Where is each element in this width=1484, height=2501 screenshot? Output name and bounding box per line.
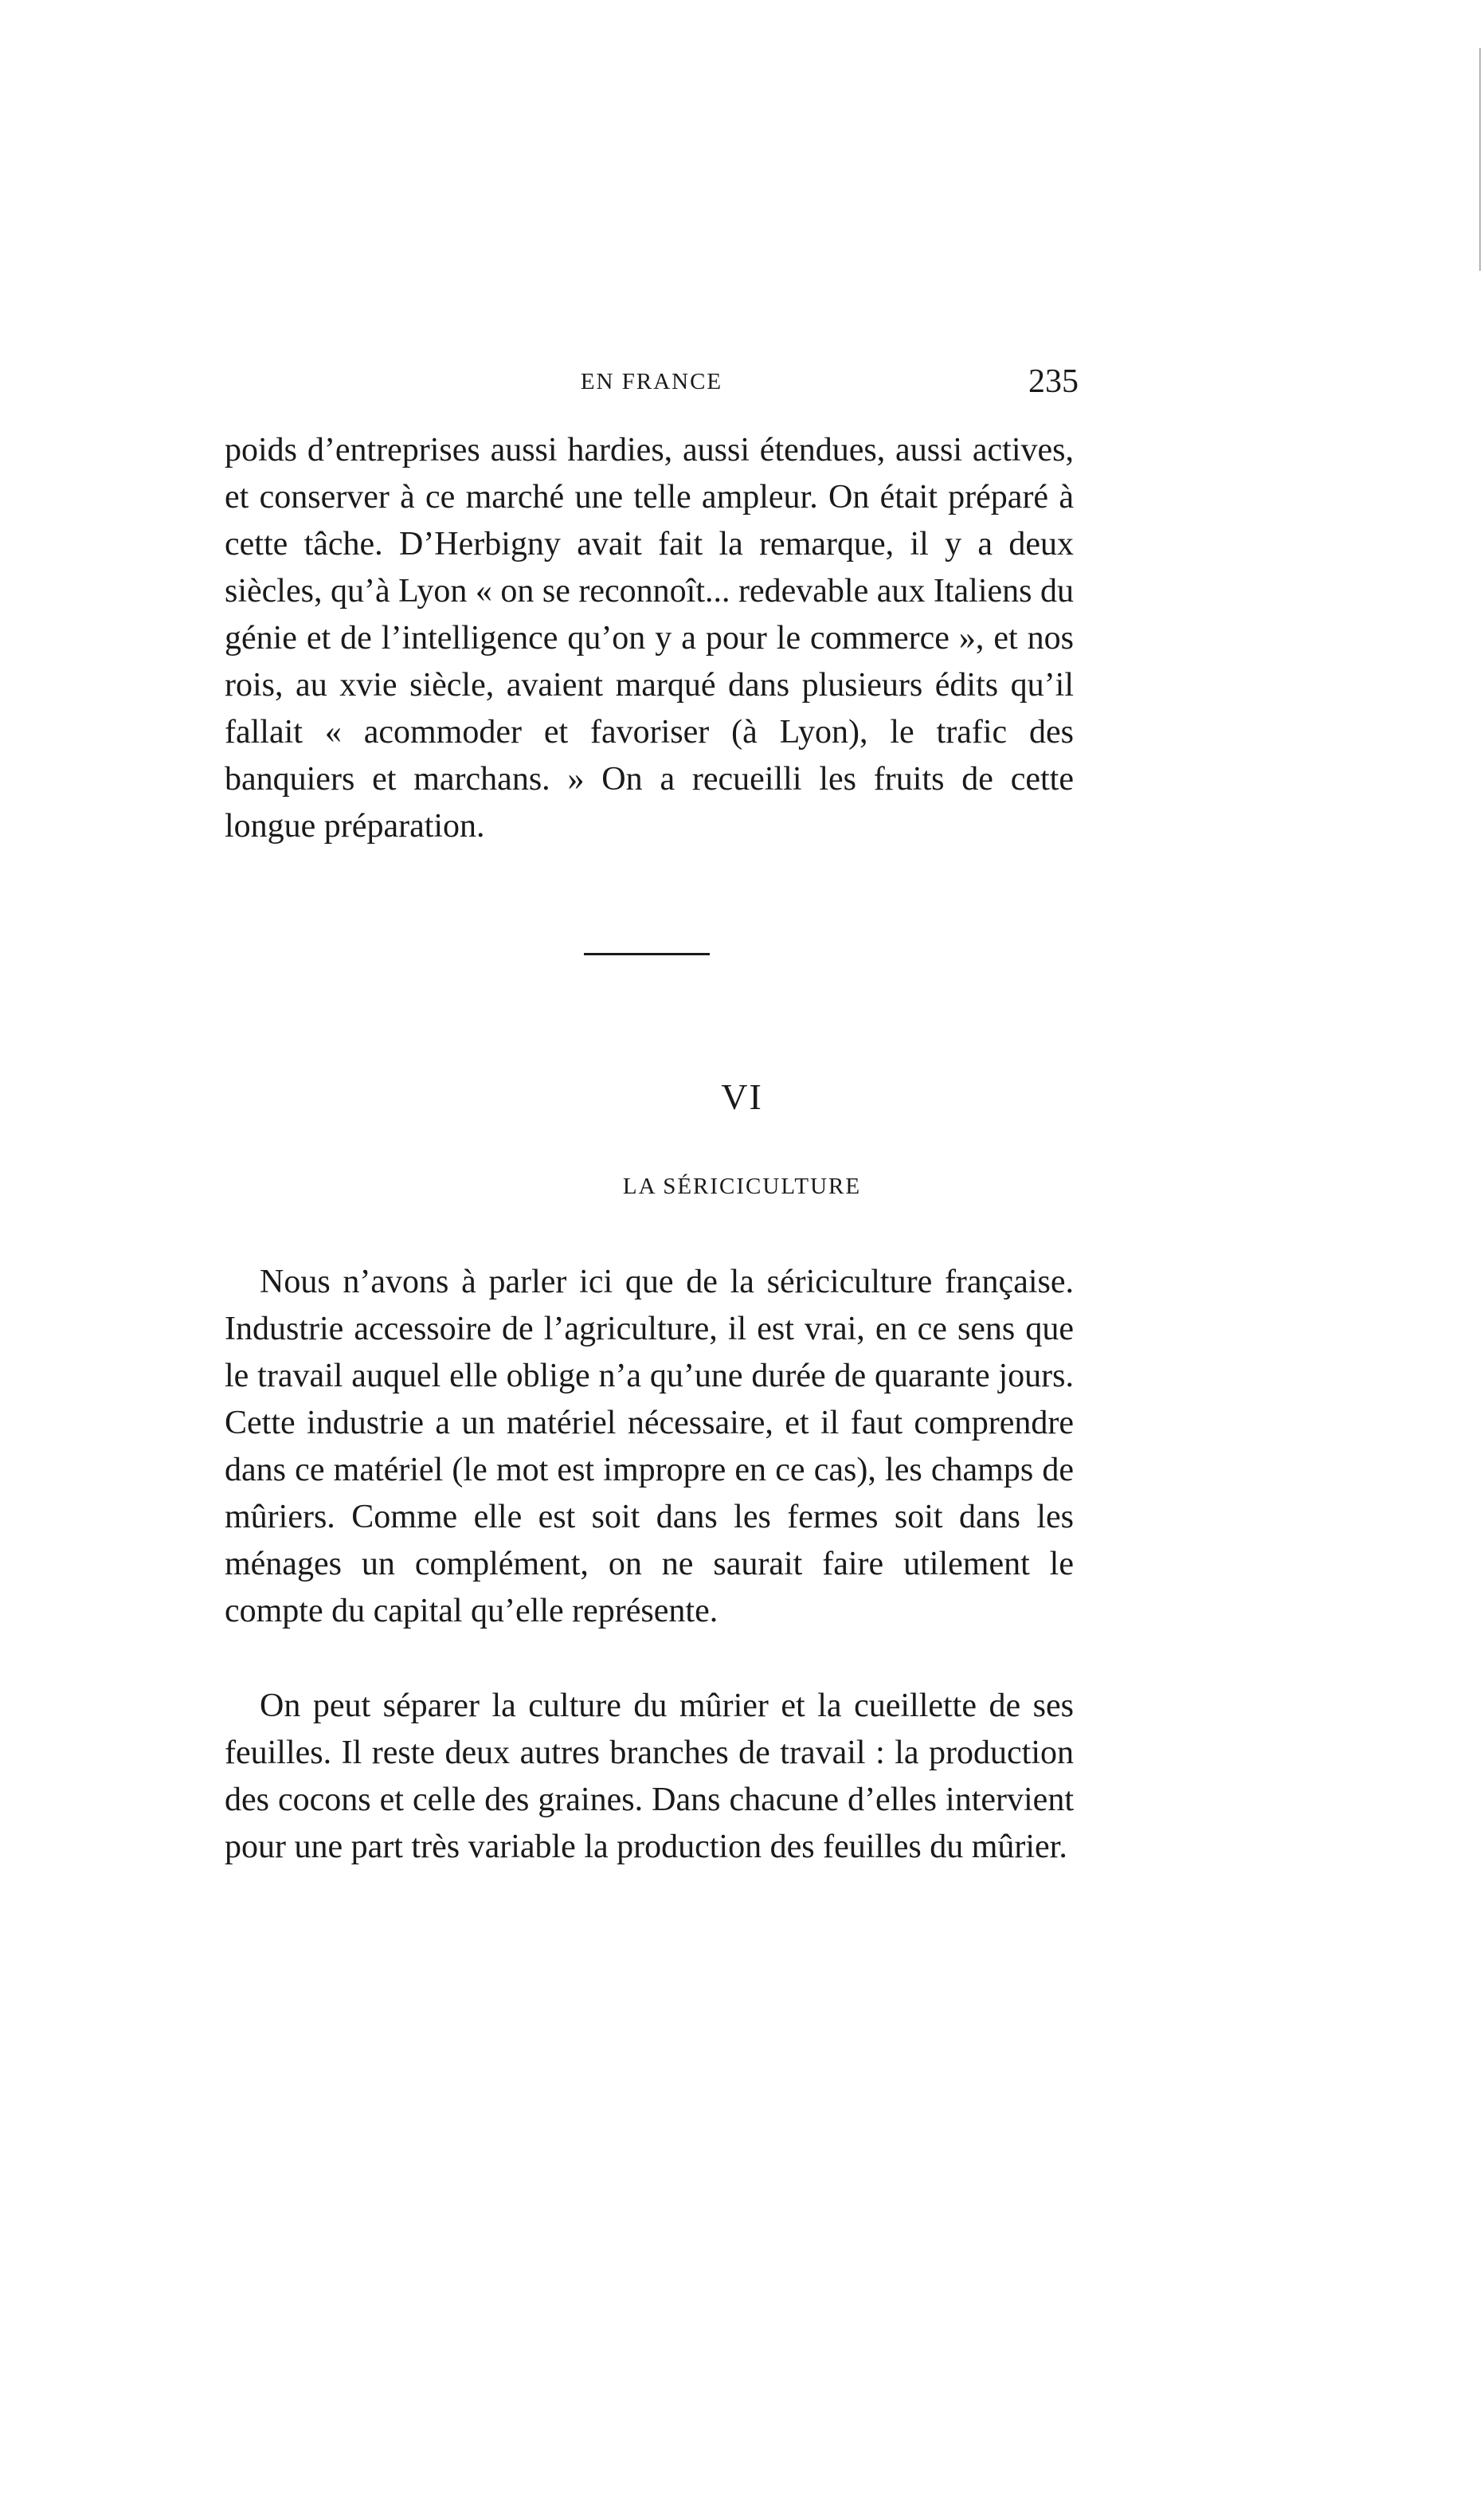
body-paragraph: poids d’entreprises aussi hardies, aussi étendues, aussi actives, et conserver à ce marché une telle ampleur. On était préparé à cette tâche. D’Herbigny avait fait la remarque, il y a deux siècles, qu’à Lyon « on se reconnoît... redevable aux Italiens du génie et de l’intelligence qu’on y a pour le commerce », et nos rois, au xvie siècle, avaient marqué dans plusieurs édits qu’il fallait « acommoder et favoriser (à Lyon), le trafic des banquiers et marchans. » On a recueilli les fruits de cette longue préparation.	[225, 432, 1074, 845]
margin-rule	[1479, 48, 1481, 271]
body-paragraph: Nous n’avons à parler ici que de la sériciculture française. Industrie accessoire de l’agriculture, il est vrai, en ce sens que le travail auquel elle oblige n’a qu’une durée de quarante jours. Cette industrie a un matériel nécessaire, et il faut comprendre dans ce matériel (le mot est impropre en ce cas), les champs de mûriers. Comme elle est soit dans les fermes soit dans les ménages un complément, on ne saurait faire utilement le compte du capital qu’elle représente.	[225, 1264, 1074, 1629]
chapter-title: LA SÉRICICULTURE	[622, 1174, 862, 1199]
running-title: EN FRANCE	[580, 369, 723, 394]
running-header	[225, 363, 1079, 410]
body-paragraph: On peut séparer la culture du mûrier et la cueillette de ses feuilles. Il reste deux autres branches de travail : la production des cocons et celle des graines. Dans chacune d’elles intervient pour une part très variable la production des feuilles du mûrier.	[225, 1688, 1074, 1865]
section-divider	[584, 953, 710, 955]
page-number: 235	[1028, 363, 1079, 400]
chapter-number: VI	[721, 1076, 763, 1117]
